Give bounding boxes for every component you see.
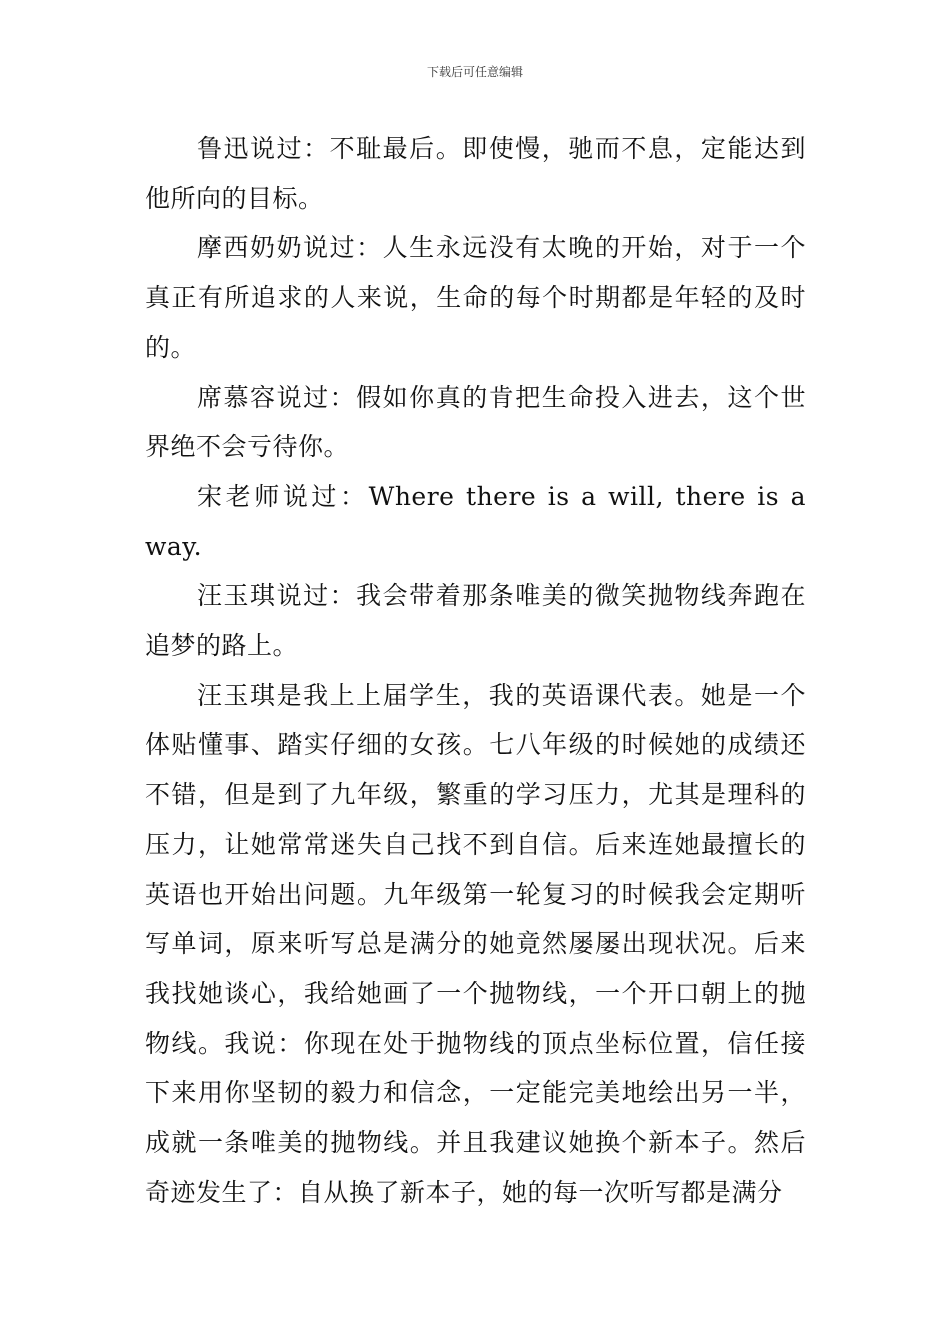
document-body <box>145 124 806 1217</box>
page-header: 下载后可任意编辑 <box>426 65 523 79</box>
paragraph-ximurong-quote: 席慕容说过：假如你真的肯把生命投入进去，这个世界绝不会亏待你。 <box>145 382 806 462</box>
paragraph-wangyuqi-quote: 汪玉琪说过：我会带着那条唯美的微笑抛物线奔跑在追梦的路上。 <box>145 581 806 661</box>
paragraph-teacher-song-quote: 宋老师说过：Where there is a will, there is a way. <box>145 481 806 561</box>
paragraph-moses-quote: 摩西奶奶说过：人生永远没有太晚的开始，对于一个真正有所追求的人来说，生命的每个时期都是年轻的及时的。 <box>145 233 806 362</box>
paragraph-luxun-quote: 鲁迅说过：不耻最后。即使慢，驰而不息，定能达到他所向的目标。 <box>145 134 806 213</box>
paragraph-wangyuqi-story: 汪玉琪是我上上届学生，我的英语课代表。她是一个体贴懂事、踏实仔细的女孩。七八年级的时候她的成绩还不错，但是到了九年级，繁重的学习压力，尤其是理科的压力，让她常常迷失自己找不到自信。后来连她最擅长的英语也开始出问题。九年级第一轮复习的时候我会定期听写单词，原来听写总是满分的她竟然屡屡出现状况。后来我找她谈心，我给她画了一个抛物线，一个开口朝上的抛物线。我说：你现在处于抛物线的顶点坐标位置，信任接下来用你坚韧的毅力和信念，一定能完美地绘出另一半，成就一条唯美的抛物线。并且我建议她换个新本子。然后奇迹发生了：自从换了新本子，她的每一次听写都是满分 <box>145 680 806 1207</box>
